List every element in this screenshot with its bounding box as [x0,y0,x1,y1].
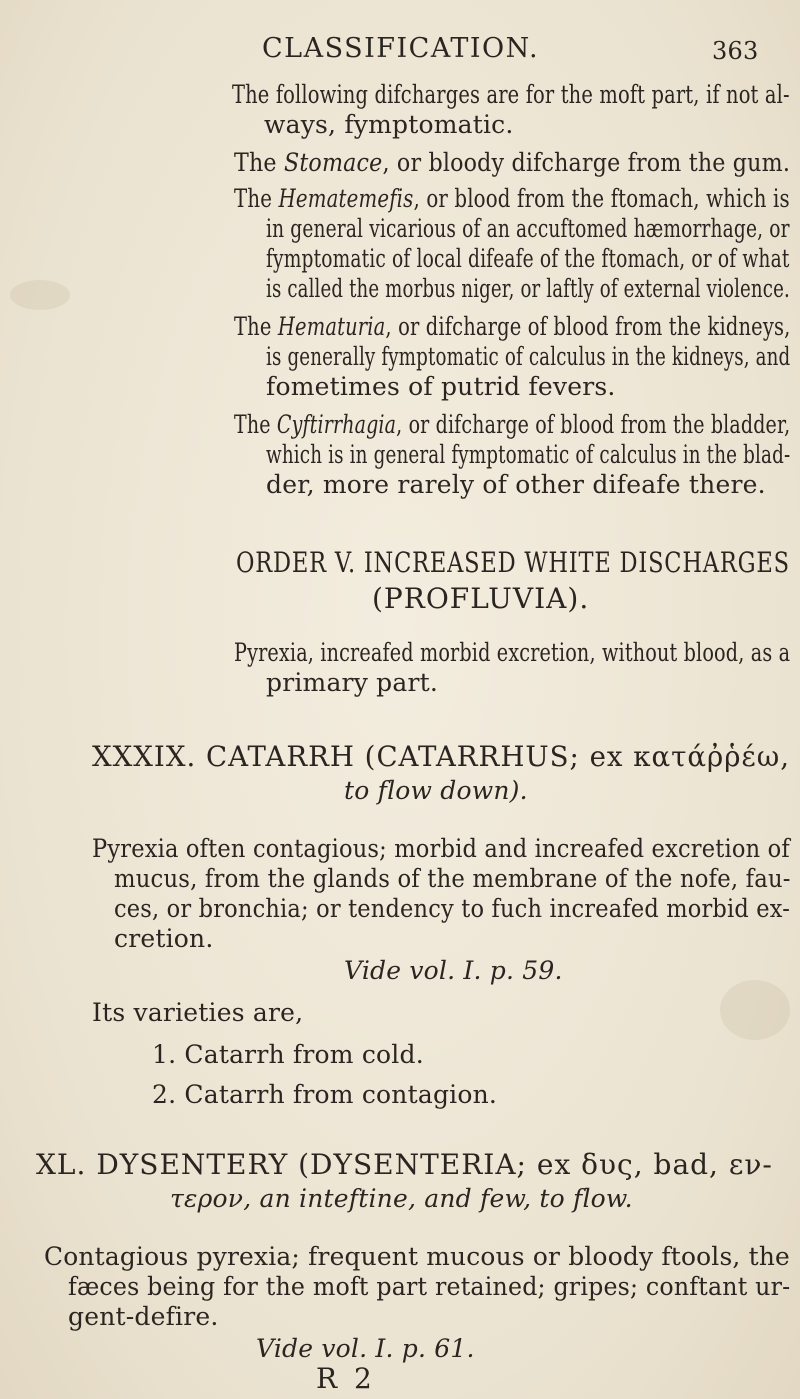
page-stain [10,280,70,310]
hematuria-line-3: fometimes of putrid fevers. [266,372,616,401]
hematuria-line-2: is generally fymptomatic of calculus in the kidneys, and [266,342,791,371]
entry-text: , or difcharge of blood from the kidneys, [385,312,791,341]
catarrh-vide: Vide vol. I. p. 59. [344,956,563,985]
entry-lead: The [234,410,277,439]
order-title: ORDER V. INCREASED WHITE DISCHARGES [236,546,790,579]
dysentery-heading-2: τερον, an inteftine, and few, to flow. [170,1184,633,1213]
page-number: 363 [712,37,759,65]
hematemesis-line-4: is called the morbus niger, or laftly of external violence. [266,274,790,303]
intro-line-1: The following difcharges are for the moft part, if not al- [232,80,790,109]
dysentery-def-3: gent-defire. [68,1302,219,1331]
entry-lead: The [234,184,279,213]
stomace-entry [234,148,790,178]
catarrh-variety-1: 1. Catarrh from cold. [152,1040,424,1069]
running-title: CLASSIFICATION. [262,33,540,64]
entry-term: Hematuria [277,312,386,341]
catarrh-heading-2: to flow down). [344,776,528,805]
cystirrhagia-entry [234,410,790,440]
entry-text: , or blood from the ftomach, which is [413,184,790,213]
hematemesis-entry [234,184,790,214]
intro-line-2: ways, fymptomatic. [264,110,514,139]
cystirrhagia-line-2: which is in general fymptomatic of calculus in the blad- [266,440,791,469]
order-desc-1: Pyrexia, increafed morbid excretion, without blood, as a [234,638,791,667]
catarrh-def-3: ces, or bronchia; or tendency to fuch increafed morbid ex- [114,894,791,923]
entry-term: Hematemefis [278,184,414,213]
catarrh-heading: XXXIX. CATARRH (CATARRHUS; ex κατάῤῥέω, [92,740,790,773]
order-subtitle: (PROFLUVIA). [372,582,590,615]
dysentery-def-1: Contagious pyrexia; frequent mucous or bloody ftools, the [44,1242,790,1271]
hematemesis-line-3: fymptomatic of local difeafe of the ftomach, or of what [266,244,790,273]
entry-lead: The [234,148,284,177]
signature-mark: R 2 [316,1362,376,1395]
catarrh-varieties: Its varieties are, [92,998,304,1027]
catarrh-def-4: cretion. [114,924,214,953]
entry-text: , or difcharge of blood from the bladder, [396,410,791,439]
entry-lead: The [234,312,278,341]
order-desc-2: primary part. [266,668,439,697]
entry-term: Cyftirrhagia [276,410,397,439]
entry-term: Stomace [283,148,383,177]
hematemesis-line-2: in general vicarious of an accuftomed hæmorrhage, or [266,214,790,243]
dysentery-vide: Vide vol. I. p. 61. [256,1334,475,1363]
hematuria-entry [234,312,791,342]
cystirrhagia-line-3: der, more rarely of other difeafe there. [266,470,766,499]
catarrh-def-1: Pyrexia often contagious; morbid and increafed excretion of [92,834,790,863]
dysentery-heading: XL. DYSENTERY (DYSENTERIA; ex δυς, bad, εν- [36,1148,773,1181]
catarrh-def-2: mucus, from the glands of the membrane of the nofe, fau- [114,864,791,893]
catarrh-variety-2: 2. Catarrh from contagion. [152,1080,498,1109]
page-stain [720,980,790,1040]
entry-text: , or bloody difcharge from the gum. [382,148,791,177]
dysentery-def-2: fæces being for the moft part retained; gripes; conftant ur- [68,1272,791,1301]
